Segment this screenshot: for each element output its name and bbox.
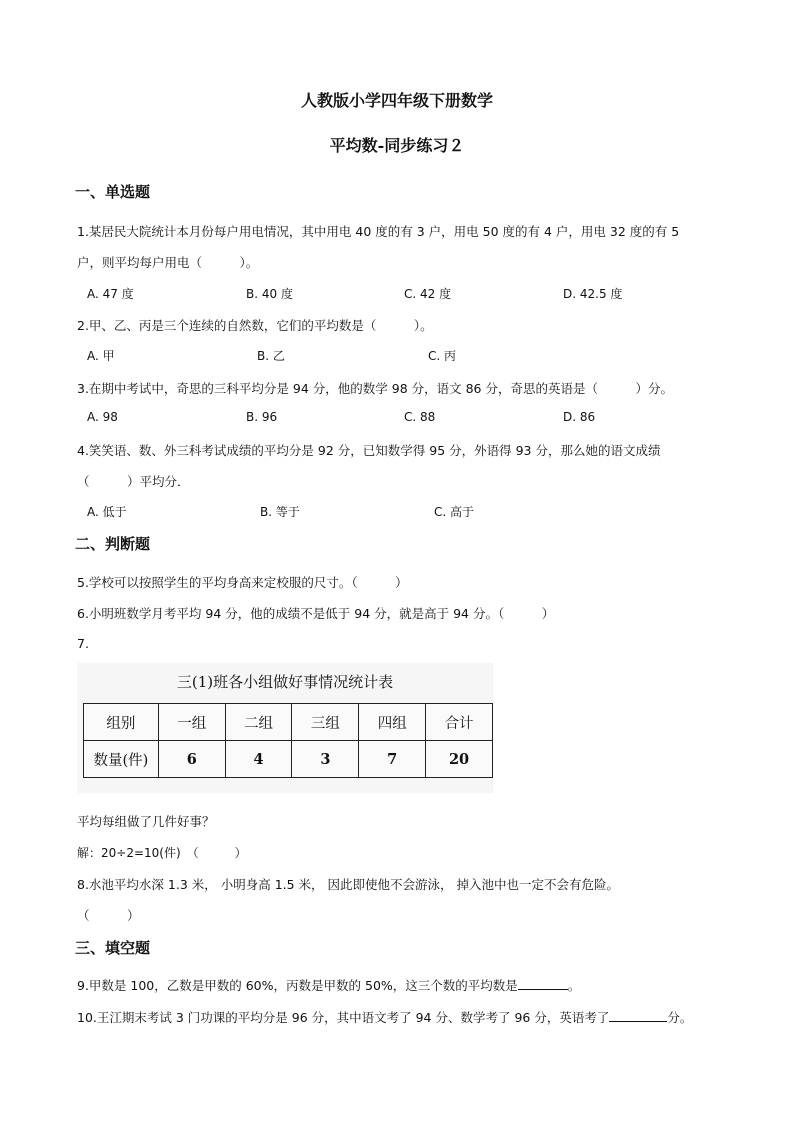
table-cell: 20 bbox=[426, 741, 493, 778]
q1-option-c[interactable]: C. 42 度 bbox=[404, 287, 452, 301]
question-7-prompt: 平均每组做了几件好事？ bbox=[77, 814, 215, 829]
question-2: 2.甲、乙、丙是三个连续的自然数，它们的平均数是（ ）。 bbox=[77, 318, 433, 333]
q3-option-c[interactable]: C. 88 bbox=[404, 410, 436, 424]
q2-option-c[interactable]: C. 丙 bbox=[428, 349, 457, 363]
question-10-text: 10.王江期末考试 3 门功课的平均分是 96 分，其中语文考了 94 分、数学考了 96 分，英语考了 bbox=[77, 1010, 610, 1025]
table-cell: 一组 bbox=[158, 704, 225, 741]
q1-option-d[interactable]: D. 42.5 度 bbox=[563, 287, 623, 301]
q3-option-a[interactable]: A. 98 bbox=[87, 410, 118, 424]
q1-option-b[interactable]: B. 40 度 bbox=[246, 287, 293, 301]
section-true-false: 二、判断题 bbox=[75, 535, 151, 553]
page-subtitle: 平均数-同步练习２ bbox=[329, 136, 465, 155]
table-cell: 二组 bbox=[225, 704, 292, 741]
question-8-line-1: 8.水池平均水深 1.3 米， 小明身高 1.5 米， 因此即使他不会游泳， 掉入池中也一定不会有危险。 bbox=[77, 877, 619, 892]
question-10 bbox=[77, 1008, 692, 1026]
statistics-table bbox=[83, 703, 493, 778]
q2-option-b[interactable]: B. 乙 bbox=[257, 349, 285, 363]
table-cell: 三组 bbox=[292, 704, 359, 741]
question-9-text: 9.甲数是 100，乙数是甲数的 60%，丙数是甲数的 50%，这三个数的平均数是 bbox=[77, 978, 518, 993]
table-cell: 数量(件) bbox=[84, 741, 159, 778]
table-cell: 合计 bbox=[426, 704, 493, 741]
question-9-end: 。 bbox=[567, 978, 581, 993]
q2-option-a[interactable]: A. 甲 bbox=[87, 349, 115, 363]
section-single-choice: 一、单选题 bbox=[75, 183, 151, 201]
table-cell: 组别 bbox=[84, 704, 159, 741]
q4-option-b[interactable]: B. 等于 bbox=[260, 505, 300, 519]
table-cell: 7 bbox=[359, 741, 426, 778]
answer-blank[interactable] bbox=[518, 977, 568, 990]
table-cell: 6 bbox=[158, 741, 225, 778]
question-3: 3.在期中考试中，奇思的三科平均分是 94 分，他的数学 98 分，语文 86 分，奇思的英语是（ ）分。 bbox=[77, 381, 673, 396]
table-cell: 4 bbox=[225, 741, 292, 778]
question-1-line-1: 1.某居民大院统计本月份每户用电情况，其中用电 40 度的有 3 户，用电 50 度的有 4 户，用电 32 度的有 5 bbox=[77, 224, 680, 239]
question-1-line-2: 户，则平均每户用电（ ）。 bbox=[77, 255, 259, 270]
q3-option-b[interactable]: B. 96 bbox=[246, 410, 278, 424]
question-4-line-1: 4.笑笑语、数、外三科考试成绩的平均分是 92 分，已知数学得 95 分，外语得 93 分，那么她的语文成绩 bbox=[77, 443, 661, 458]
question-5: 5.学校可以按照学生的平均身高来定校服的尺寸。（ ） bbox=[77, 575, 408, 590]
section-fill-blank: 三、填空题 bbox=[75, 939, 151, 957]
question-4-line-2: （ ）平均分． bbox=[77, 474, 190, 489]
table-caption: 三(1)班各小组做好事情况统计表 bbox=[176, 673, 394, 691]
table-header-row bbox=[84, 704, 493, 741]
question-7-number: 7. bbox=[77, 636, 89, 651]
question-9 bbox=[77, 976, 580, 994]
q4-option-a[interactable]: A. 低于 bbox=[87, 505, 127, 519]
page-title: 人教版小学四年级下册数学 bbox=[300, 91, 493, 110]
table-cell: 四组 bbox=[359, 704, 426, 741]
table-row bbox=[84, 741, 493, 778]
q1-option-a[interactable]: A. 47 度 bbox=[87, 287, 134, 301]
q3-option-d[interactable]: D. 86 bbox=[563, 410, 596, 424]
statistics-table-image bbox=[77, 663, 493, 793]
question-7-solution: 解：20÷2=10(件) （ ） bbox=[77, 846, 247, 860]
question-6: 6.小明班数学月考平均 94 分，他的成绩不是低于 94 分，就是高于 94 分。（ ） bbox=[77, 606, 555, 621]
q4-option-c[interactable]: C. 高于 bbox=[434, 505, 475, 519]
question-10-end: 分。 bbox=[667, 1010, 693, 1025]
table-cell: 3 bbox=[292, 741, 359, 778]
answer-blank[interactable] bbox=[609, 1009, 667, 1022]
question-8-line-2: （ ） bbox=[77, 908, 140, 923]
